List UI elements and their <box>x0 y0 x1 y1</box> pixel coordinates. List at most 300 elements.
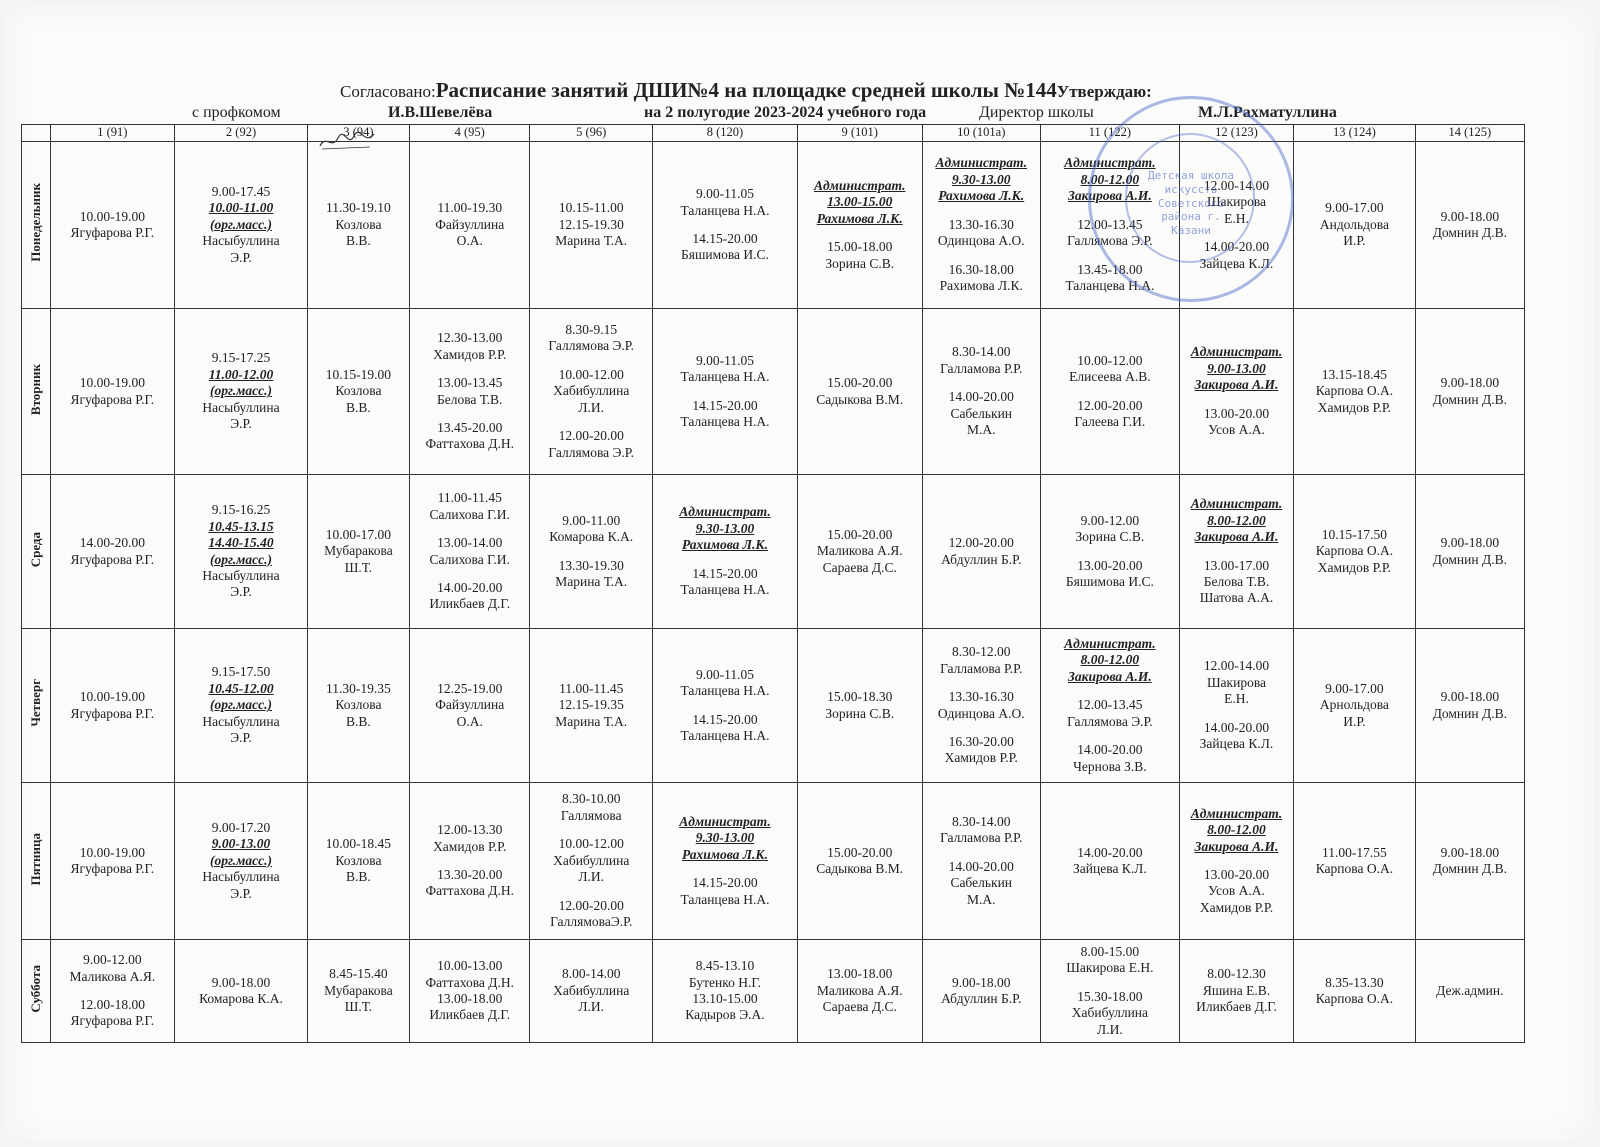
schedule-row <box>22 783 1525 940</box>
schedule-title: Расписание занятий ДШИ№4 на площадке средней школы №144 <box>435 78 1057 102</box>
profcom-name: И.В.Шевелёва <box>388 104 493 121</box>
schedule-cell <box>1294 629 1416 783</box>
schedule-table <box>21 124 1525 1043</box>
cell-line: 10.15-19.00 <box>325 366 392 382</box>
cell-line: 8.00-14.00 <box>561 966 621 982</box>
cell-line: 15.30-18.00 <box>1077 988 1143 1004</box>
cell-line: 13.30-16.30 <box>948 689 1014 705</box>
schedule-cell <box>652 309 797 475</box>
cell-line: 8.30-14.00 <box>951 813 1011 829</box>
cell-line: 13.00-20.00 <box>1077 557 1143 573</box>
schedule-cell <box>797 475 922 629</box>
schedule-cell <box>922 940 1040 1043</box>
cell-line: Таланцева Н.А. <box>680 582 770 598</box>
schedule-cell <box>1179 629 1293 783</box>
cell-line: Иликбаев Д.Г. <box>1196 999 1277 1015</box>
cell-line: 14.15-20.00 <box>692 397 758 413</box>
cell-line: 8.30-9.15 <box>565 321 618 337</box>
schedule-row <box>22 309 1525 475</box>
day-label: Понедельник <box>27 183 43 263</box>
column-header: 10 (101а) <box>922 125 1040 142</box>
cell-spacer <box>412 408 527 420</box>
cell-line: Комарова К.А. <box>199 991 283 1006</box>
cell-line: Таланцева Н.А. <box>680 202 770 218</box>
schedule-cell <box>1040 475 1179 629</box>
cell-line: Хабибуллина <box>1071 1005 1149 1021</box>
cell-line: Э.Р. <box>230 249 252 265</box>
schedule-cell <box>1294 783 1416 940</box>
cell-line: Домнин Д.В. <box>1432 551 1507 567</box>
schedule-cell <box>175 783 308 940</box>
cell-highlight-line: 13.00-15.00 <box>827 194 893 210</box>
cell-line: 8.00-12.30 <box>1207 966 1266 982</box>
cell-line: Иликбаев Д.Г. <box>429 596 511 612</box>
cell-spacer <box>532 546 650 558</box>
cell-line: Ягуфарова Р.Г. <box>70 225 155 240</box>
cell-line: Рахимова Л.К. <box>939 278 1023 294</box>
cell-line: 10.00-18.45 <box>325 836 392 852</box>
cell-spacer <box>925 205 1038 217</box>
cell-line: 12.00-13.45 <box>1077 216 1143 232</box>
cell-highlight-line: 8.00-12.00 <box>1080 171 1140 187</box>
cell-spacer <box>1182 855 1291 867</box>
cell-line: 11.00-11.45 <box>559 680 624 696</box>
header-title-line <box>340 78 1152 103</box>
schedule-row <box>22 475 1525 629</box>
cell-line: Марина Т.А. <box>555 573 628 589</box>
cell-line: Домнин Д.В. <box>1432 705 1507 721</box>
cell-line: 10.15-17.50 <box>1321 526 1388 542</box>
cell-highlight-line: 9.00-13.00 <box>211 836 271 852</box>
cell-line: 12.00-14.00 <box>1203 658 1270 674</box>
schedule-cell <box>530 309 653 475</box>
schedule-cell <box>50 142 175 309</box>
cell-line: 8.45-15.40 <box>329 966 388 982</box>
schedule-cell <box>1040 629 1179 783</box>
cell-line: 15.00-20.00 <box>827 526 893 542</box>
cell-line: О.А. <box>456 233 483 249</box>
cell-line: 13.30-20.00 <box>437 867 503 882</box>
cell-line: Фаттахова Д.Н. <box>425 436 514 452</box>
cell-line: 16.30-20.00 <box>948 733 1014 749</box>
schedule-cell <box>1040 783 1179 940</box>
cell-line: 9.00-11.00 <box>562 512 621 528</box>
cell-line: Бяшимова И.С. <box>680 247 769 263</box>
cell-line: 13.00-17.00 <box>1203 557 1270 573</box>
cell-line: Чернова З.В. <box>1073 758 1147 774</box>
cell-highlight-line: (орг.масс.) <box>209 551 273 567</box>
cell-highlight-line: Администрат. <box>679 504 771 520</box>
cell-highlight-line: Рахимова Л.К. <box>816 210 903 226</box>
schedule-cell <box>50 940 175 1043</box>
schedule-cell <box>1415 142 1524 309</box>
cell-line: 13.15-18.45 <box>1321 366 1388 382</box>
cell-line: Маликова А.Я. <box>69 968 156 984</box>
schedule-cell <box>922 309 1040 475</box>
cell-spacer <box>1043 977 1177 989</box>
header-corner <box>22 125 51 142</box>
cell-line: Л.И. <box>1097 1021 1123 1037</box>
cell-line: 15.00-20.00 <box>827 844 893 860</box>
cell-line: Абдуллин Б.Р. <box>941 991 1022 1006</box>
cell-line: Е.Н. <box>1224 210 1249 226</box>
column-header: 4 (95) <box>409 125 529 142</box>
cell-line: 14.00-20.00 <box>1203 719 1270 735</box>
cell-line: Насыбуллина <box>202 233 280 249</box>
header-signature-line <box>0 104 1600 126</box>
cell-line: 10.00-19.00 <box>79 375 145 391</box>
cell-highlight-line: 9.30-13.00 <box>951 171 1011 187</box>
schedule-cell <box>409 783 529 940</box>
schedule-cell <box>1179 783 1293 940</box>
cell-line: 13.30-19.30 <box>558 557 624 573</box>
schedule-cell <box>922 783 1040 940</box>
schedule-cell <box>652 629 797 783</box>
cell-line: Таланцева Н.А. <box>1065 278 1155 294</box>
cell-line: Комарова К.А. <box>549 529 634 545</box>
cell-line: Зорина С.В. <box>825 255 895 271</box>
cell-line: 8.30-14.00 <box>951 344 1011 360</box>
column-header: 3 (94) <box>307 125 409 142</box>
cell-line: 13.00-18.00 <box>437 991 503 1006</box>
cell-line: 14.15-20.00 <box>692 565 758 581</box>
schedule-cell <box>797 629 922 783</box>
schedule-cell <box>1294 309 1416 475</box>
cell-line: В.В. <box>346 399 371 415</box>
cell-line: 10.00-13.00 <box>437 958 503 974</box>
cell-line: Садыкова В.М. <box>816 391 904 407</box>
cell-line: Хабибуллина <box>553 852 630 868</box>
schedule-cell <box>652 475 797 629</box>
cell-spacer <box>412 855 527 867</box>
cell-line: 12.00-20.00 <box>1077 397 1143 413</box>
schedule-cell <box>175 629 308 783</box>
cell-line: 14.00-20.00 <box>79 535 145 551</box>
schedule-cell <box>530 783 653 940</box>
schedule-cell <box>922 475 1040 629</box>
cell-spacer <box>925 847 1038 859</box>
cell-line: 9.00-18.00 <box>1440 689 1500 705</box>
cell-line: Насыбуллина <box>202 713 280 729</box>
cell-highlight-line: Администрат. <box>813 177 906 193</box>
schedule-cell <box>1294 940 1416 1043</box>
cell-line: Галлямова Э.Р. <box>1067 233 1153 249</box>
cell-spacer <box>1182 227 1291 239</box>
schedule-cell <box>922 142 1040 309</box>
cell-line: Карпова О.А. <box>1315 861 1394 876</box>
cell-line: Галеева Г.И. <box>1074 413 1146 429</box>
cell-line: Арнольдова <box>1319 697 1389 713</box>
cell-line: Галлямова Э.Р. <box>548 338 635 354</box>
cell-spacer <box>925 250 1038 262</box>
cell-line: 10.00-12.00 <box>558 836 624 852</box>
cell-highlight-line: 9.30-13.00 <box>695 520 755 536</box>
day-cell <box>22 142 51 309</box>
cell-line: Хамидов Р.Р. <box>1317 399 1392 415</box>
cell-highlight-line: 10.00-11.00 <box>208 200 274 216</box>
cell-highlight-line: (орг.масс.) <box>209 383 273 399</box>
cell-line: Е.Н. <box>1224 691 1249 707</box>
schedule-cell <box>1040 940 1179 1043</box>
cell-line: Сараева Д.С. <box>822 559 897 575</box>
cell-highlight-line: (орг.масс.) <box>209 697 273 713</box>
cell-line: Деж.админ. <box>1436 982 1504 998</box>
cell-line: М.А. <box>966 422 996 438</box>
schedule-cell <box>1415 940 1524 1043</box>
cell-line: 12.00-14.00 <box>1203 177 1270 193</box>
cell-highlight-line: Администрат. <box>1064 155 1156 171</box>
schedule-cell <box>175 142 308 309</box>
cell-spacer <box>532 824 650 836</box>
cell-line: Салихова Г.И. <box>429 506 510 522</box>
cell-line: Мубаракова <box>324 543 393 559</box>
cell-line: 13.45-18.00 <box>1077 261 1143 277</box>
cell-line: Хамидов Р.Р. <box>1199 899 1274 915</box>
cell-line: В.В. <box>346 713 371 729</box>
cell-highlight-line: Закирова А.И. <box>1194 377 1279 393</box>
cell-line: Галлямова Э.Р. <box>1067 713 1153 729</box>
cell-spacer <box>53 985 173 997</box>
schedule-cell <box>409 142 529 309</box>
cell-line: 11.00-17.55 <box>1322 844 1387 860</box>
day-cell <box>22 475 51 629</box>
cell-line: 13.30-16.30 <box>948 216 1014 232</box>
cell-highlight-line: (орг.масс.) <box>209 216 273 232</box>
cell-line: И.Р. <box>1343 713 1366 729</box>
cell-spacer <box>412 363 527 375</box>
cell-line: 10.00-19.00 <box>79 208 145 224</box>
column-header: 1 (91) <box>50 125 175 142</box>
cell-line: Зайцева К.Л. <box>1199 255 1274 271</box>
schedule-cell <box>1040 309 1179 475</box>
cell-spacer <box>1043 685 1177 697</box>
cell-line: 9.00-18.00 <box>951 974 1011 990</box>
cell-line: Сабелькин <box>950 875 1013 891</box>
schedule-cell <box>307 142 409 309</box>
cell-line: Домнин Д.В. <box>1432 391 1507 407</box>
cell-line: Шакирова <box>1206 674 1267 690</box>
schedule-cell <box>797 783 922 940</box>
cell-line: 11.30-19.35 <box>326 680 391 696</box>
schedule-cell <box>797 309 922 475</box>
schedule-cell <box>1415 309 1524 475</box>
cell-spacer <box>1182 546 1291 558</box>
schedule-cell <box>409 309 529 475</box>
schedule-cell <box>307 783 409 940</box>
cell-line: 8.35-13.30 <box>1325 974 1384 990</box>
cell-highlight-line: 14.40-15.40 <box>208 535 274 551</box>
cell-highlight-line: Рахимова Л.К. <box>681 846 768 862</box>
cell-line: В.В. <box>346 869 371 885</box>
cell-line: Хамидов Р.Р. <box>433 346 507 362</box>
cell-line: 14.00-20.00 <box>1077 742 1143 758</box>
cell-line: 9.15-17.25 <box>211 350 271 366</box>
column-header: 5 (96) <box>530 125 653 142</box>
cell-line: Шакирова Е.Н. <box>1066 960 1154 976</box>
cell-line: В.В. <box>346 233 371 249</box>
cell-line: 13.00-14.00 <box>437 535 503 551</box>
cell-highlight-line: Администрат. <box>1064 635 1156 651</box>
cell-line: 9.00-17.00 <box>1325 200 1384 216</box>
column-header: 11 (122) <box>1040 125 1179 142</box>
cell-highlight-line: Закирова А.И. <box>1067 188 1152 204</box>
cell-line: ГаллямоваЭ.Р. <box>550 914 633 930</box>
cell-highlight-line: Рахимова Л.К. <box>938 188 1025 204</box>
cell-line: 8.45-13.10 <box>695 958 755 974</box>
cell-line: 14.15-20.00 <box>692 711 758 727</box>
cell-line: 15.00-18.00 <box>827 239 893 255</box>
cell-highlight-line: Администрат. <box>935 155 1027 171</box>
schedule-row <box>22 142 1525 309</box>
cell-spacer <box>925 677 1038 689</box>
schedule-cell <box>1040 142 1179 309</box>
day-cell <box>22 629 51 783</box>
cell-line: Хамидов Р.Р. <box>1317 559 1392 575</box>
cell-highlight-line: 8.00-12.00 <box>1207 512 1266 528</box>
day-label: Вторник <box>27 363 43 415</box>
cell-line: Насыбуллина <box>202 567 280 583</box>
cell-spacer <box>1182 394 1291 406</box>
cell-highlight-line: 10.45-13.15 <box>208 518 274 534</box>
cell-line: Э.Р. <box>230 416 252 432</box>
cell-spacer <box>1043 250 1177 262</box>
schedule-cell <box>530 475 653 629</box>
cell-line: 12.00-13.45 <box>1077 697 1143 713</box>
cell-spacer <box>532 886 650 898</box>
cell-line: Хабибуллина <box>553 982 630 998</box>
cell-line: Файзуллина <box>435 697 505 713</box>
cell-line: 9.00-17.00 <box>1325 680 1384 696</box>
cell-line: Галламова Р.Р. <box>940 830 1023 846</box>
cell-line: 10.00-17.00 <box>325 526 392 542</box>
column-header: 9 (101) <box>797 125 922 142</box>
cell-line: Домнин Д.В. <box>1432 861 1507 876</box>
cell-line: Сараева Д.С. <box>822 999 897 1015</box>
schedule-cell <box>530 629 653 783</box>
cell-line: Домнин Д.В. <box>1432 225 1507 240</box>
cell-line: Абдуллин Б.Р. <box>941 551 1022 567</box>
cell-line: 13.00-18.00 <box>827 966 893 982</box>
cell-line: 11.30-19.10 <box>326 200 391 216</box>
schedule-cell <box>1179 475 1293 629</box>
day-cell <box>22 940 51 1043</box>
cell-line: 16.30-18.00 <box>948 261 1014 277</box>
cell-line: Хабибуллина <box>553 383 630 399</box>
cell-highlight-line: (орг.масс.) <box>209 852 273 868</box>
schedule-cell <box>1294 475 1416 629</box>
column-header: 2 (92) <box>175 125 308 142</box>
schedule-body <box>22 142 1525 1043</box>
cell-line: Усов А.А. <box>1208 883 1265 899</box>
cell-line: Ш.Т. <box>344 559 373 575</box>
cell-line: М.А. <box>966 891 996 907</box>
cell-highlight-line: 9.30-13.00 <box>695 830 755 846</box>
day-label: Четверг <box>27 679 43 728</box>
cell-line: Зорина С.В. <box>825 705 895 721</box>
cell-line: 10.00-12.00 <box>558 366 624 382</box>
cell-line: Одинцова А.О. <box>937 705 1025 721</box>
cell-spacer <box>1043 730 1177 742</box>
schedule-cell <box>307 475 409 629</box>
cell-line: 8.30-12.00 <box>951 644 1011 660</box>
cell-line: Галламова Р.Р. <box>940 360 1023 376</box>
schedule-cell <box>1179 940 1293 1043</box>
director-label: Директор школы <box>979 104 1094 121</box>
schedule-cell <box>50 783 175 940</box>
cell-spacer <box>655 863 795 875</box>
cell-line: 9.00-11.05 <box>695 352 754 368</box>
schedule-cell <box>922 629 1040 783</box>
cell-line: Насыбуллина <box>202 869 280 885</box>
cell-line: 13.45-20.00 <box>437 419 503 435</box>
cell-line: 10.00-19.00 <box>79 844 145 860</box>
cell-line: 9.00-17.45 <box>211 183 271 199</box>
cell-line: Елисеева А.В. <box>1069 369 1151 385</box>
cell-line: Шатова А.А. <box>1199 590 1274 606</box>
cell-line: Карпова О.А. <box>1315 383 1394 399</box>
cell-line: Зорина С.В. <box>1075 529 1145 545</box>
cell-line: Мубаракова <box>324 982 393 998</box>
cell-spacer <box>1043 386 1177 398</box>
cell-line: Ягуфарова Р.Г. <box>70 391 155 407</box>
cell-line: 12.00-20.00 <box>558 897 624 913</box>
cell-line: Марина Т.А. <box>555 713 628 729</box>
cell-line: Ягуфарова Р.Г. <box>70 551 155 567</box>
cell-line: Э.Р. <box>230 584 252 600</box>
cell-line: 8.00-15.00 <box>1080 943 1140 959</box>
cell-line: Л.И. <box>578 869 605 885</box>
cell-line: Козлова <box>335 697 382 713</box>
cell-line: Карпова О.А. <box>1315 543 1394 559</box>
cell-highlight-line: Рахимова Л.К. <box>681 537 768 553</box>
column-header: 13 (124) <box>1294 125 1416 142</box>
cell-spacer <box>655 219 795 231</box>
cell-line: Шакирова <box>1206 194 1267 210</box>
cell-line: Козлова <box>335 852 382 868</box>
schedule-cell <box>797 940 922 1043</box>
column-header: 8 (120) <box>652 125 797 142</box>
cell-highlight-line: Закирова А.И. <box>1067 668 1152 684</box>
schedule-cell <box>1415 629 1524 783</box>
cell-line: Ш.Т. <box>344 999 373 1015</box>
cell-line: И.Р. <box>1343 233 1366 249</box>
cell-line: Хамидов Р.Р. <box>433 838 507 854</box>
cell-line: 13.10-15.00 <box>692 991 758 1006</box>
cell-line: 11.00-11.45 <box>437 490 502 506</box>
schedule-row <box>22 940 1525 1043</box>
cell-line: О.А. <box>456 713 483 729</box>
cell-line: Салихова Г.И. <box>429 551 510 567</box>
cell-spacer <box>925 377 1038 389</box>
schedule-cell <box>409 940 529 1043</box>
cell-line: 11.00-19.30 <box>437 200 503 216</box>
cell-line: 13.00-20.00 <box>1203 405 1270 421</box>
cell-highlight-line: Администрат. <box>1190 496 1283 512</box>
cell-line: Садыкова В.М. <box>816 861 904 876</box>
cell-line: Яшина Е.В. <box>1202 982 1271 998</box>
cell-line: Таланцева Н.А. <box>680 891 770 907</box>
cell-line: Зайцева К.Л. <box>1199 736 1274 752</box>
period-text: на 2 полугодие 2023-2024 учебного года <box>644 104 927 121</box>
cell-line: Файзуллина <box>435 216 505 232</box>
cell-line: Э.Р. <box>230 885 252 901</box>
cell-spacer <box>925 722 1038 734</box>
cell-line: 12.25-19.00 <box>437 680 503 696</box>
cell-line: Таланцева Н.А. <box>680 727 770 743</box>
cell-line: 9.00-18.00 <box>1440 375 1500 391</box>
cell-line: Козлова <box>335 383 382 399</box>
cell-line: Л.И. <box>578 999 605 1015</box>
